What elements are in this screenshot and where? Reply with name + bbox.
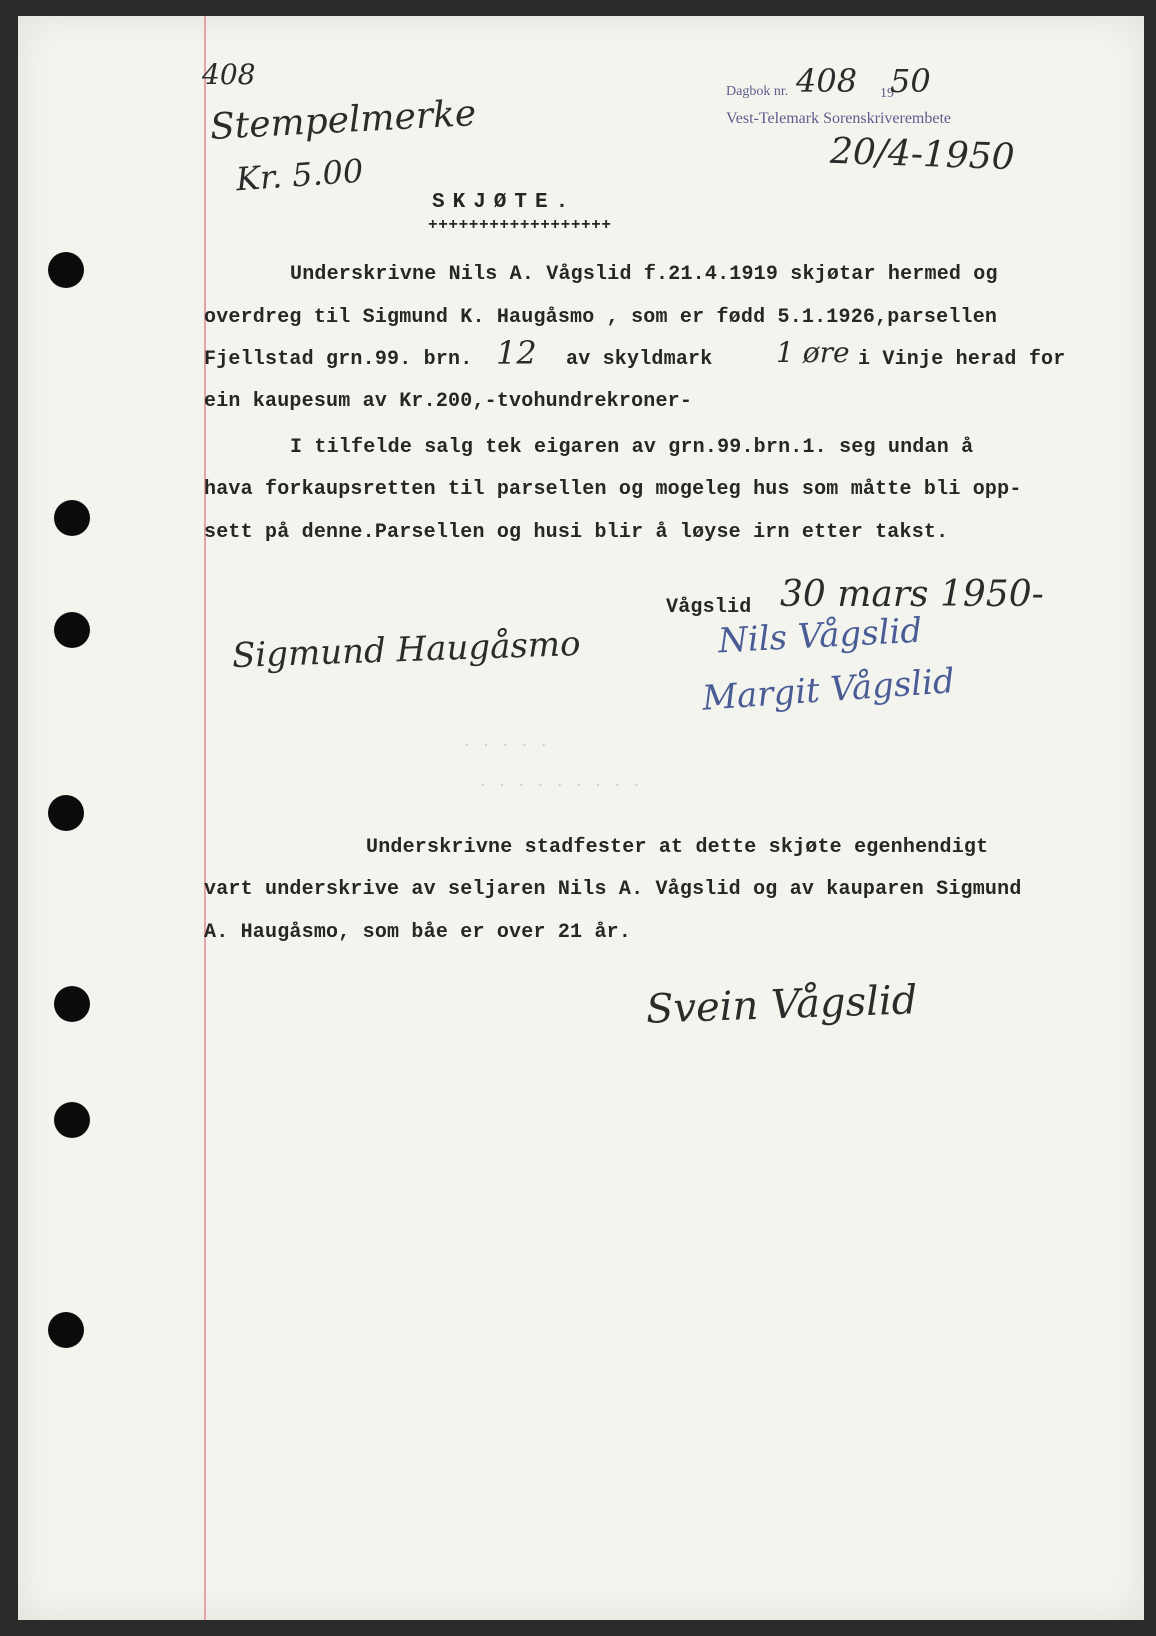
- punch-hole: [48, 795, 84, 831]
- paragraph1-line2: overdreg til Sigmund K. Haugåsmo , som er fødd 5.1.1926,parsellen: [204, 306, 998, 329]
- punch-hole: [48, 1312, 84, 1348]
- paragraph2-line1: I tilfelde salg tek eigaren av grn.99.brn.1. seg undan å: [290, 436, 974, 459]
- document-title: SKJØTE.: [432, 191, 577, 214]
- punch-hole: [48, 252, 84, 288]
- seller-signature-1: Nils Vågslid: [717, 610, 924, 662]
- title-underline: ++++++++++++++++++: [428, 216, 612, 234]
- paragraph1-line1: Underskrivne Nils A. Vågslid f.21.4.1919 skjøtar hermed og: [290, 263, 998, 286]
- paragraph1-line3-part1: Fjellstad grn.99. brn.: [204, 348, 473, 371]
- buyer-signature: Sigmund Haugåsmo: [231, 623, 582, 677]
- witness-signature: Svein Vågslid: [645, 977, 919, 1033]
- stamp-handwritten-date: 20/4-1950: [829, 130, 1016, 179]
- stamp-office: Vest-Telemark Sorenskriverembete: [726, 110, 952, 127]
- handwritten-brn: 12: [496, 334, 537, 372]
- punch-hole: [54, 500, 90, 536]
- paragraph1-line4: ein kaupesum av Kr.200,-tvohundrekroner-: [204, 390, 693, 413]
- document-page: [18, 16, 1144, 1620]
- seller-signature-2: Margit Vågslid: [700, 661, 956, 719]
- handwritten-skyld: 1 øre: [776, 336, 850, 369]
- witness-line3: A. Haugåsmo, som båe er over 21 år.: [204, 921, 632, 944]
- witness-line1: Underskrivne stadfester at dette skjøte egenhendigt: [366, 836, 989, 859]
- handwritten-stamp-tax-amount: Kr. 5.00: [234, 151, 365, 199]
- stamp-prefix: Dagbok nr.: [726, 84, 789, 99]
- paragraph1-line3-part2: av skyldmark: [566, 348, 713, 371]
- place: Vågslid: [666, 596, 752, 619]
- punch-hole: [54, 612, 90, 648]
- margin-line: [204, 16, 206, 1620]
- punch-hole: [54, 986, 90, 1022]
- handwritten-number: 408: [202, 58, 256, 91]
- bleed-through: · · · · ·: [462, 736, 549, 754]
- stamp-handwritten-number: 408: [796, 62, 858, 100]
- handwritten-stamp-tax-label: Stempelmerke: [209, 93, 478, 148]
- paragraph1-line3-part3: i Vinje herad for: [858, 348, 1066, 371]
- handwritten-date: 30 mars 1950-: [780, 574, 1044, 615]
- punch-hole: [54, 1102, 90, 1138]
- stamp-year-prefix: 19: [880, 86, 894, 101]
- paragraph2-line3: sett på denne.Parsellen og husi blir å løyse irn etter takst.: [204, 521, 949, 544]
- stamp-handwritten-year: 50: [890, 62, 931, 100]
- witness-line2: vart underskrive av seljaren Nils A. Vågslid og av kauparen Sigmund: [204, 878, 1022, 901]
- paragraph2-line2: hava forkaupsretten til parsellen og mogeleg hus som måtte bli opp-: [204, 478, 1022, 501]
- bleed-through: · · · · · · · · ·: [478, 776, 642, 794]
